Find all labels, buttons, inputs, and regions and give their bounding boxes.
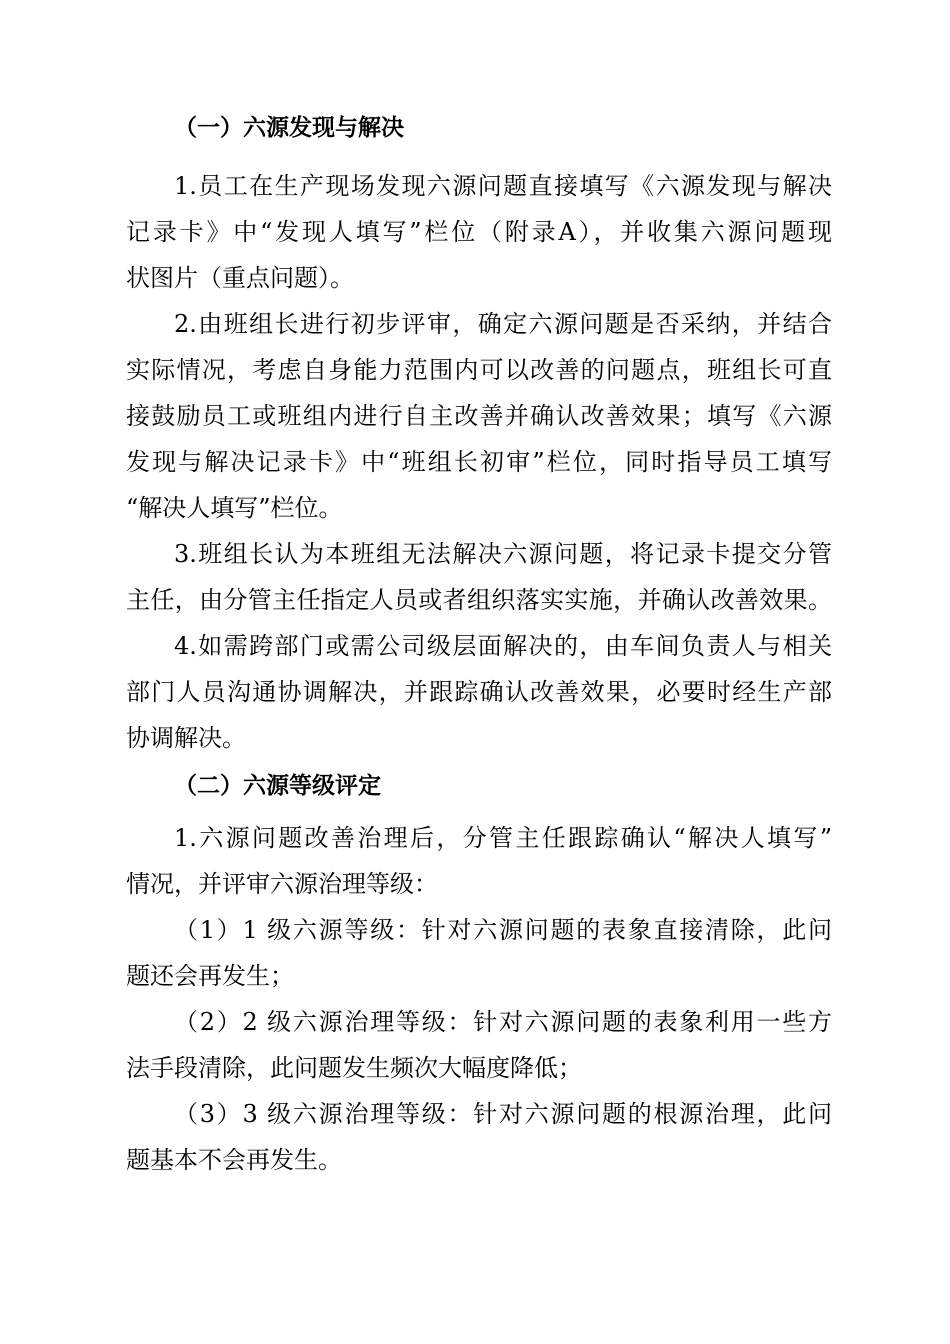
paragraph-line: 2.由班组长进行初步评审，确定六源问题是否采纳，并结合 [174, 310, 832, 338]
paragraph-line: 实际情况，考虑自身能力范围内可以改善的问题点，班组长可直 [126, 356, 832, 384]
paragraph-line: 状图片（重点问题）。 [126, 264, 354, 292]
section-heading-discovery: （一）六源发现与解决 [174, 115, 404, 141]
paragraph-line: 主任，由分管主任指定人员或者组织落实实施，并确认改善效果。 [126, 586, 832, 614]
paragraph-line: 发现与解决记录卡》中“班组长初审”栏位，同时指导员工填写 [126, 448, 832, 476]
paragraph-line: 1.员工在生产现场发现六源问题直接填写《六源发现与解决 [174, 172, 832, 200]
paragraph-line: 协调解决。 [126, 724, 246, 752]
section-heading-grading: （二）六源等级评定 [174, 773, 381, 799]
list-item-level2: （2）2 级六源治理等级：针对六源问题的表象利用一些方 [174, 1008, 832, 1036]
paragraph-line: 法手段清除，此问题发生频次大幅度降低； [126, 1054, 582, 1082]
paragraph-line: 1.六源问题改善治理后，分管主任跟踪确认“解决人填写” [174, 824, 832, 852]
paragraph-line: 记录卡》中“发现人填写”栏位（附录A），并收集六源问题现 [126, 218, 832, 246]
list-item-level1: （1）1 级六源等级：针对六源问题的表象直接清除，此问 [174, 916, 832, 944]
paragraph-line: “解决人填写”栏位。 [126, 494, 343, 522]
paragraph-line: 情况，并评审六源治理等级： [126, 870, 438, 898]
paragraph-line: 3.班组长认为本班组无法解决六源问题，将记录卡提交分管 [174, 540, 832, 568]
paragraph-line: 4.如需跨部门或需公司级层面解决的，由车间负责人与相关 [174, 632, 832, 660]
paragraph-line: 题基本不会再发生。 [126, 1146, 342, 1174]
paragraph-line: 部门人员沟通协调解决，并跟踪确认改善效果，必要时经生产部 [126, 678, 832, 706]
list-item-level3: （3）3 级六源治理等级：针对六源问题的根源治理，此问 [174, 1100, 832, 1128]
paragraph-line: 接鼓励员工或班组内进行自主改善并确认改善效果；填写《六源 [126, 402, 832, 430]
paragraph-line: 题还会再发生； [126, 962, 294, 990]
